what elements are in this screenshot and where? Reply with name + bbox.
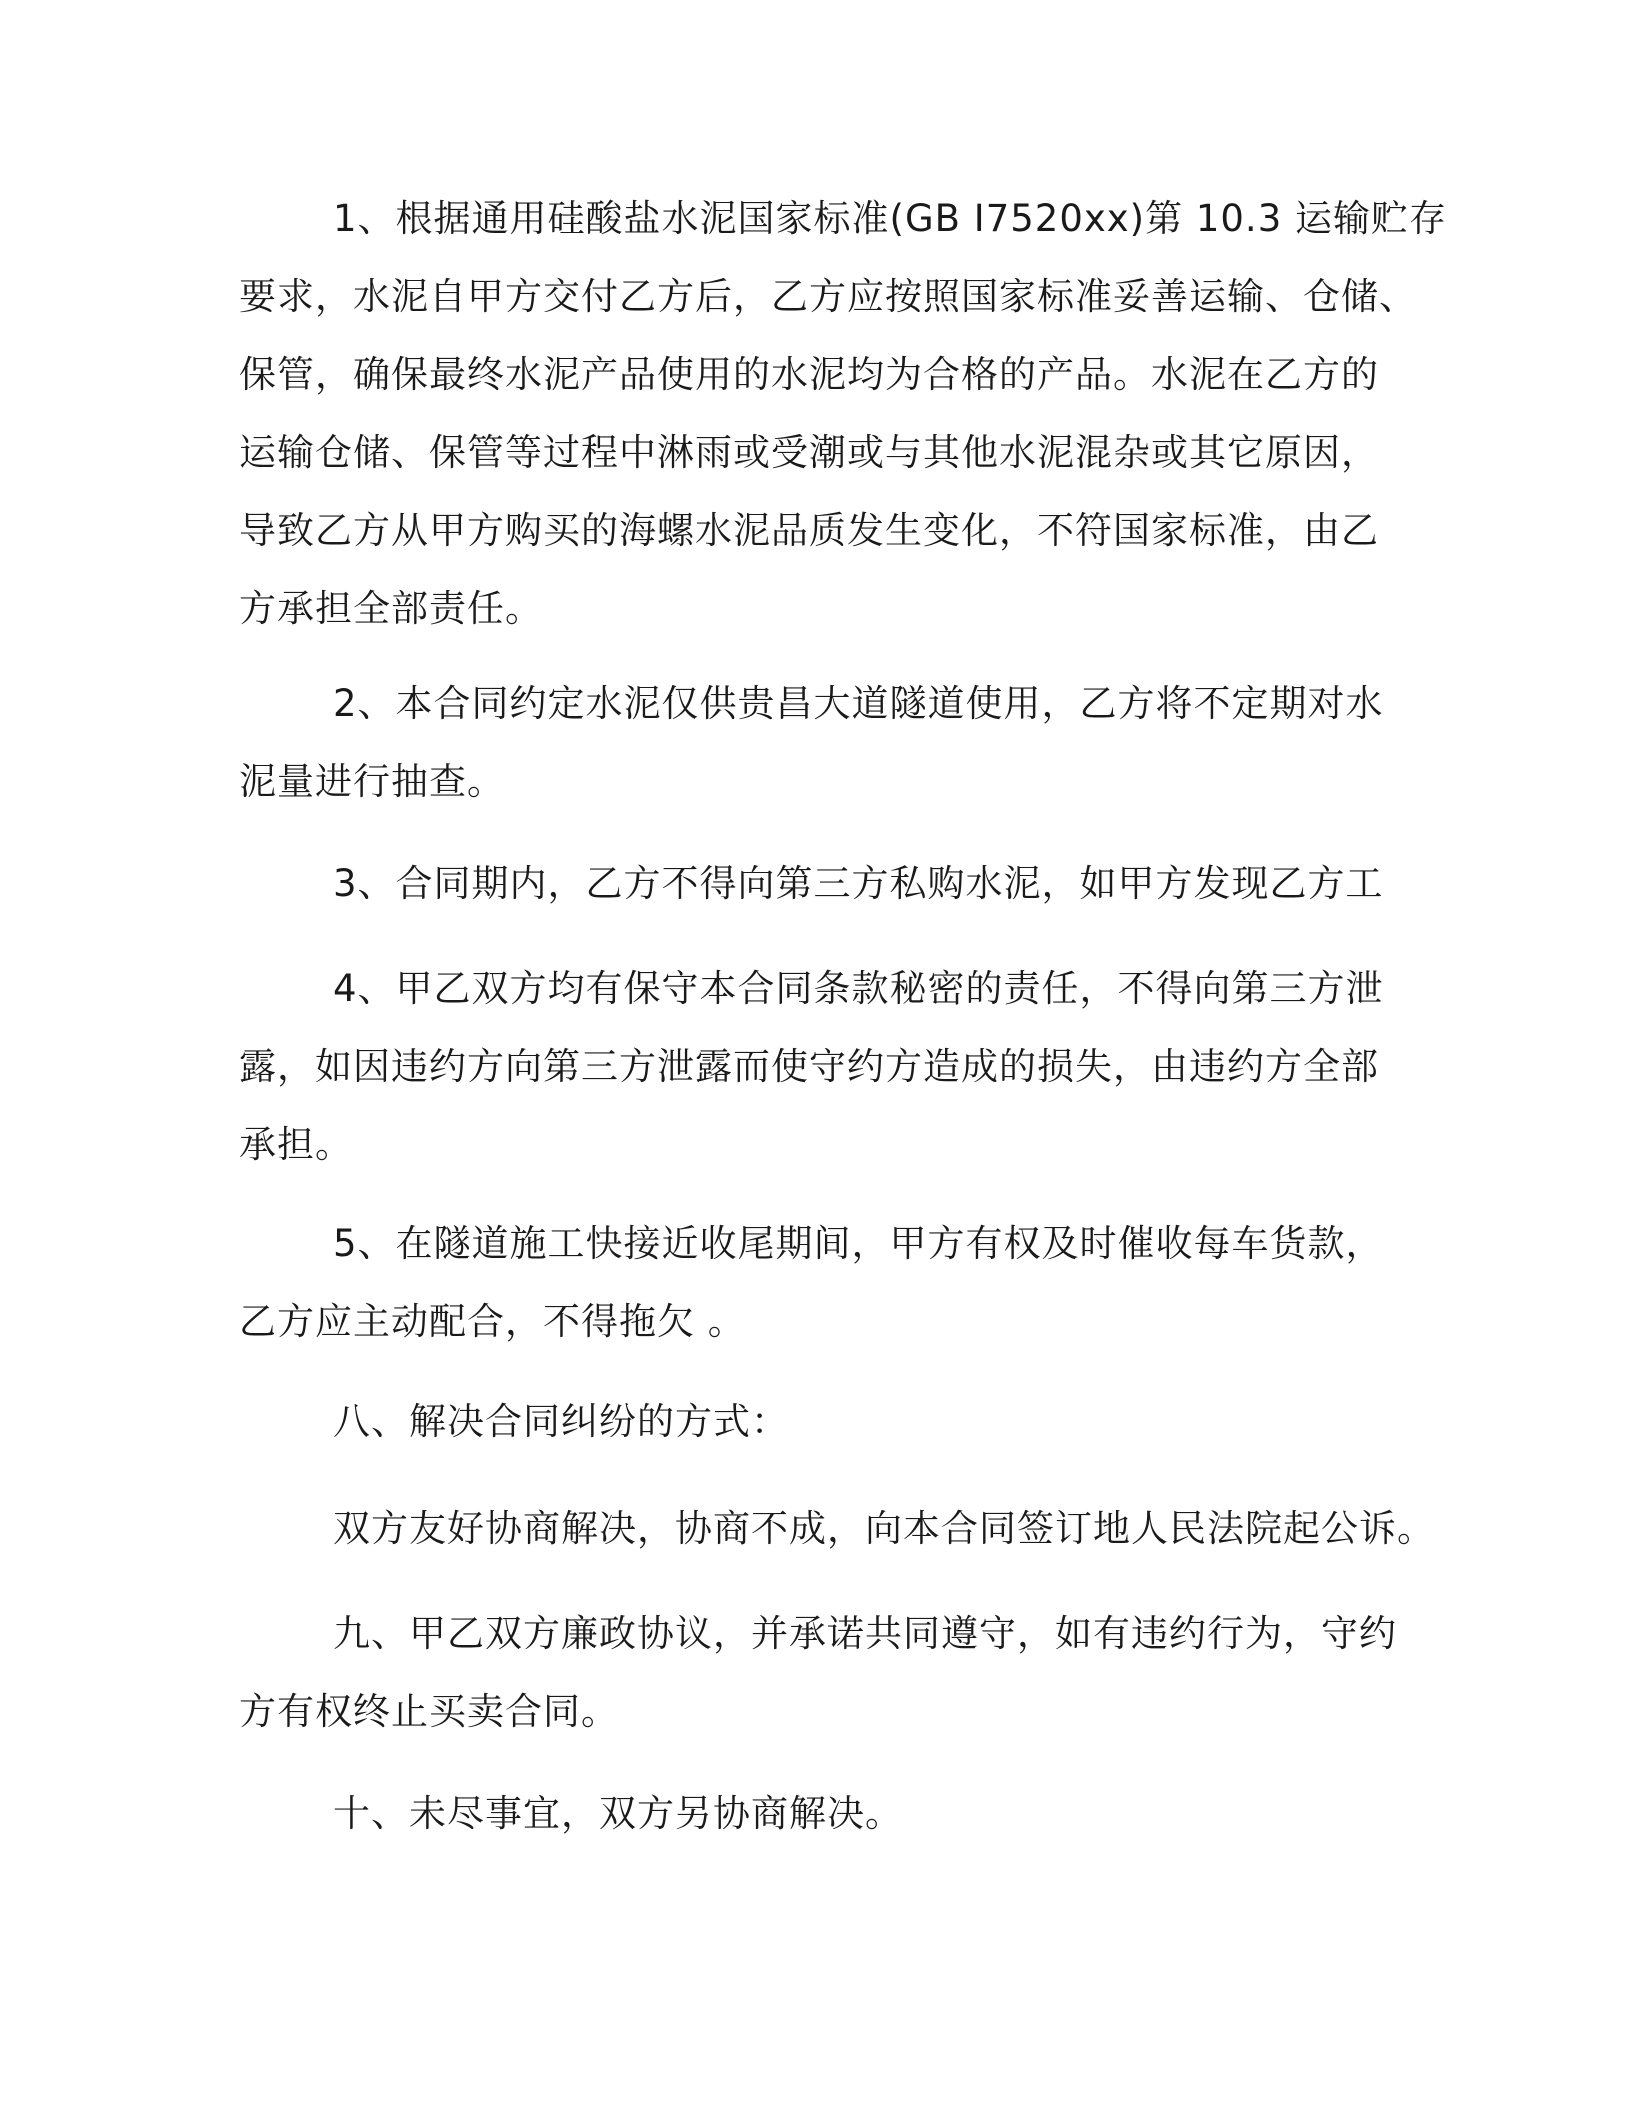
clause-line: 1、根据通用硅酸盐水泥国家标准(GB I7520xx)第 10.3 运输贮存 bbox=[333, 197, 1447, 240]
section-heading: 八、解决合同纠纷的方式： bbox=[333, 1400, 789, 1443]
section-line: 十、未尽事宜，双方另协商解决。 bbox=[333, 1792, 903, 1835]
clause-line: 露，如因违约方向第三方泄露而使守约方造成的损失，由违约方全部 bbox=[239, 1045, 1379, 1088]
clause-line: 导致乙方从甲方购买的海螺水泥品质发生变化，不符国家标准，由乙 bbox=[239, 509, 1379, 552]
section-line: 方有权终止买卖合同。 bbox=[239, 1690, 619, 1733]
section-line: 九、甲乙双方廉政协议，并承诺共同遵守，如有违约行为，守约 bbox=[333, 1612, 1397, 1655]
clause-3 bbox=[239, 845, 1384, 923]
clause-1 bbox=[239, 180, 1447, 648]
clause-4 bbox=[239, 950, 1384, 1184]
section-10 bbox=[239, 1775, 1379, 1853]
section-8-heading bbox=[239, 1383, 1379, 1461]
section-body: 双方友好协商解决，协商不成，向本合同签订地人民法院起公诉。 bbox=[333, 1507, 1435, 1550]
clause-line: 4、甲乙双方均有保守本合同条款秘密的责任，不得向第三方泄 bbox=[333, 967, 1384, 1010]
clause-line: 乙方应主动配合，不得拖欠 。 bbox=[239, 1300, 746, 1343]
clause-2 bbox=[239, 665, 1384, 821]
clause-line: 5、在隧道施工快接近收尾期间，甲方有权及时催收每车货款， bbox=[333, 1222, 1384, 1265]
clause-line: 泥量进行抽查。 bbox=[239, 760, 505, 803]
clause-line: 要求，水泥自甲方交付乙方后，乙方应按照国家标准妥善运输、仓储、 bbox=[239, 275, 1417, 318]
clause-line: 运输仓储、保管等过程中淋雨或受潮或与其他水泥混杂或其它原因， bbox=[239, 431, 1379, 474]
clause-5 bbox=[239, 1205, 1384, 1361]
section-8-body bbox=[239, 1490, 1435, 1568]
clause-line: 保管，确保最终水泥产品使用的水泥均为合格的产品。水泥在乙方的 bbox=[239, 353, 1379, 396]
clause-line: 3、合同期内，乙方不得向第三方私购水泥，如甲方发现乙方工 bbox=[333, 862, 1384, 905]
section-9 bbox=[239, 1595, 1397, 1751]
clause-line: 2、本合同约定水泥仅供贵昌大道隧道使用，乙方将不定期对水 bbox=[333, 682, 1384, 725]
clause-line: 承担。 bbox=[239, 1123, 353, 1166]
clause-line: 方承担全部责任。 bbox=[239, 587, 543, 630]
